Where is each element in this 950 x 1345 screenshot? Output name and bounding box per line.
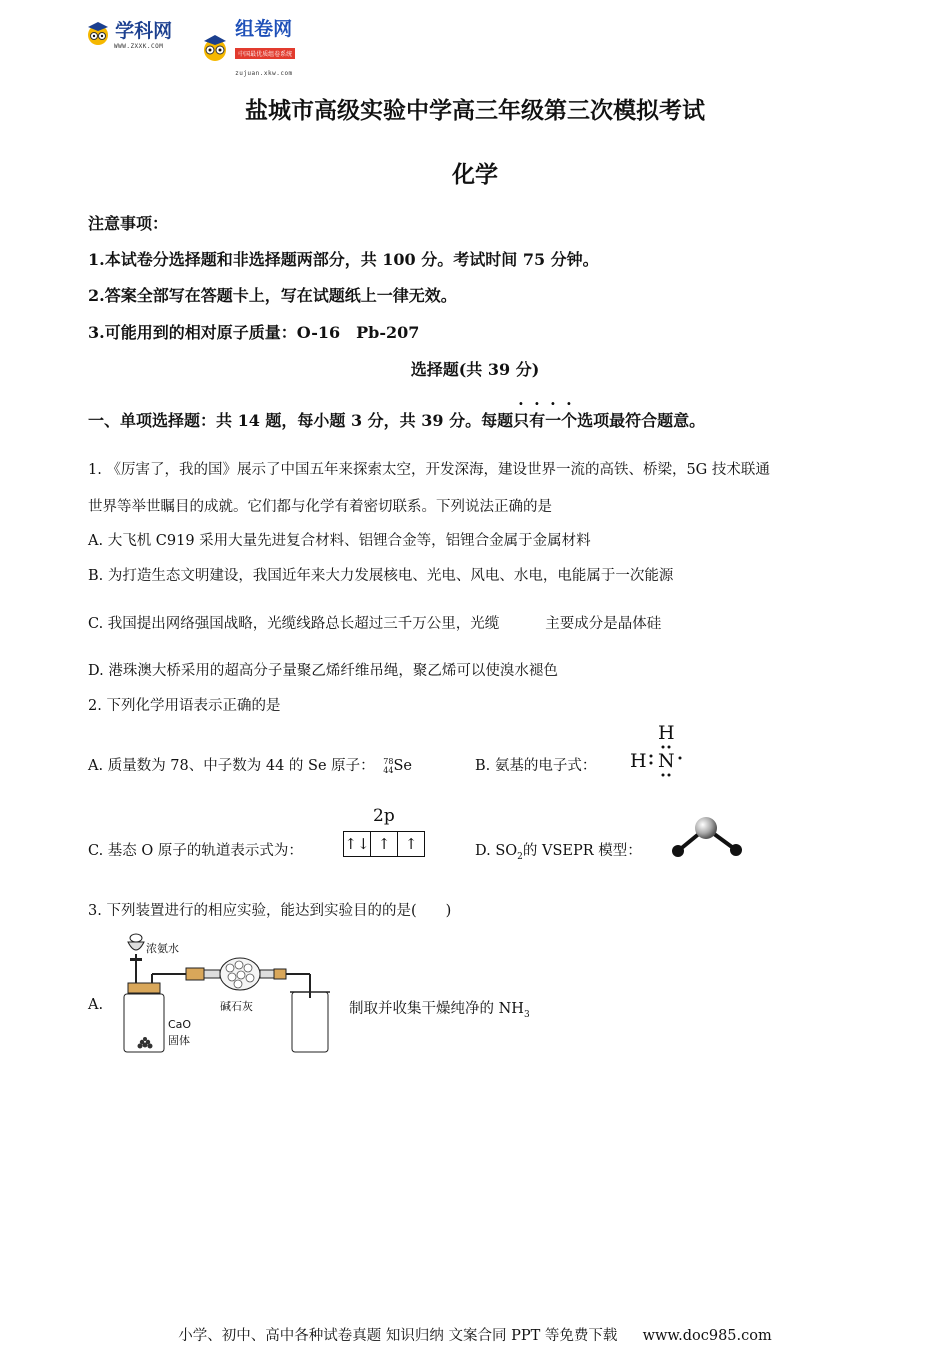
q2-option-a-text: A. 质量数为 78、中子数为 44 的 Se 原子：	[88, 758, 375, 774]
nh3-apparatus-diagram	[112, 928, 342, 1056]
q2-stem: 2. 下列化学用语表示正确的是	[88, 698, 281, 714]
q1-option-c-part2: 主要成分是晶体硅	[545, 616, 662, 632]
so2-text-pre: D. SO	[475, 843, 518, 859]
q2-option-a	[88, 754, 412, 775]
orbital-boxes	[343, 831, 425, 857]
amino-electron-formula	[626, 722, 686, 780]
q1-option-c	[88, 612, 661, 633]
emphasis-char: 有	[529, 411, 546, 430]
label-cao: CaO	[168, 1018, 192, 1031]
se-nuclide	[383, 757, 393, 775]
owl-mascot-icon	[200, 30, 230, 64]
notice-item-2: 2.答案全部写在答题卡上，写在试题纸上一律无效。	[88, 286, 457, 305]
logo1-url: WWW.ZXXK.COM	[114, 42, 164, 50]
orbital-box: ↑	[404, 835, 418, 853]
label-concentrated-ammonia: 浓氨水	[146, 942, 179, 955]
part-prefix: 一、单项选择题：共 14 题，每小题 3 分，共 39 分。每题	[88, 411, 514, 430]
logo2-url: zujuan.xkw.com	[235, 70, 293, 77]
q3-option-a-desc-text: 制取并收集干燥纯净的 NH	[349, 1001, 524, 1017]
q2-option-d	[475, 839, 642, 862]
owl-icon	[86, 20, 110, 46]
page-footer	[0, 1324, 950, 1345]
q1-stem-line1: 1. 《厉害了，我的国》展示了中国五年来探索太空，开发深海，建设世界一流的高铁、桥梁，5G 技术联通	[88, 462, 770, 478]
xkw-logo	[86, 16, 172, 50]
exam-title: 盐城市高级实验中学高三年级第三次模拟考试	[245, 97, 705, 124]
logo2-name: 组卷网	[235, 18, 293, 40]
emphasis-char: 一	[545, 411, 562, 430]
label-solid: 固体	[168, 1034, 190, 1047]
q3-stem: 3. 下列装置进行的相应实验，能达到实验目的的是( )	[88, 903, 452, 919]
orbital-diagram	[341, 806, 431, 860]
orbital-label: 2p	[373, 806, 395, 826]
q2-option-b: B. 氨基的电子式：	[475, 758, 597, 774]
q1-option-d: D. 港珠澳大桥采用的超高分子量聚乙烯纤维吊绳，聚乙烯可以使溴水褪色	[88, 663, 558, 679]
q3-option-a-label: A.	[88, 997, 104, 1013]
label-soda-lime: 碱石灰	[220, 1000, 253, 1013]
se-symbol: Se	[393, 758, 412, 774]
section-title: 选择题(共 39 分)	[410, 360, 540, 379]
so2-text-post: 的 VSEPR 模型：	[522, 843, 642, 859]
h-left: H	[630, 750, 647, 772]
emphasis-char: 只	[513, 411, 530, 430]
part-suffix: 选项最符合题意。	[577, 411, 706, 430]
emphasis-char: 个	[561, 411, 578, 430]
q1-stem-line2: 世界等举世瞩目的成就。它们都与化学有着密切联系。下列说法正确的是	[88, 499, 552, 515]
notice-item-1: 1.本试卷分选择题和非选择题两部分，共 100 分。考试时间 75 分钟。	[88, 250, 599, 269]
n-atom: N	[658, 750, 675, 772]
h-top: H	[658, 722, 675, 744]
vsepr-model-image	[666, 812, 746, 862]
se-mass-number: 78	[383, 757, 394, 766]
se-atomic-number: 44	[383, 766, 394, 775]
lone-pair-dots	[626, 722, 686, 780]
q1-option-b: B. 为打造生态文明建设，我国近年来大力发展核电、光电、风电、水电，电能属于一次能源	[88, 568, 674, 584]
notice-item-3: 3.可能用到的相对原子质量：O-16 Pb-207	[88, 323, 420, 342]
q1-option-c-part1: C. 我国提出网络强国战略，光缆线路总长超过三千万公里，光缆	[88, 616, 500, 632]
orbital-box: ↑	[371, 832, 398, 856]
part-instructions	[88, 408, 705, 431]
so2-subscript: 2	[517, 851, 523, 862]
footer-text: 小学、初中、高中各种试卷真题 知识归纳 文案合同 PPT 等免费下载	[178, 1328, 618, 1344]
q1-option-a: A. 大飞机 C919 采用大量先进复合材料、铝锂合金等，铝锂合金属于金属材料	[88, 533, 591, 549]
footer-url[interactable]: www.doc985.com	[642, 1328, 772, 1344]
zujuan-logo	[200, 14, 295, 79]
orbital-box: ↑↓	[344, 832, 371, 856]
exam-subject: 化学	[452, 161, 498, 188]
logo2-badge: 中国最优质组卷系统	[235, 48, 295, 59]
nh3-subscript: 3	[523, 1009, 530, 1020]
q2-option-c: C. 基态 O 原子的轨道表示式为：	[88, 843, 303, 859]
logo1-name: 学科网	[115, 20, 173, 42]
q3-option-a-desc	[349, 997, 530, 1020]
notice-heading: 注意事项：	[88, 214, 169, 233]
